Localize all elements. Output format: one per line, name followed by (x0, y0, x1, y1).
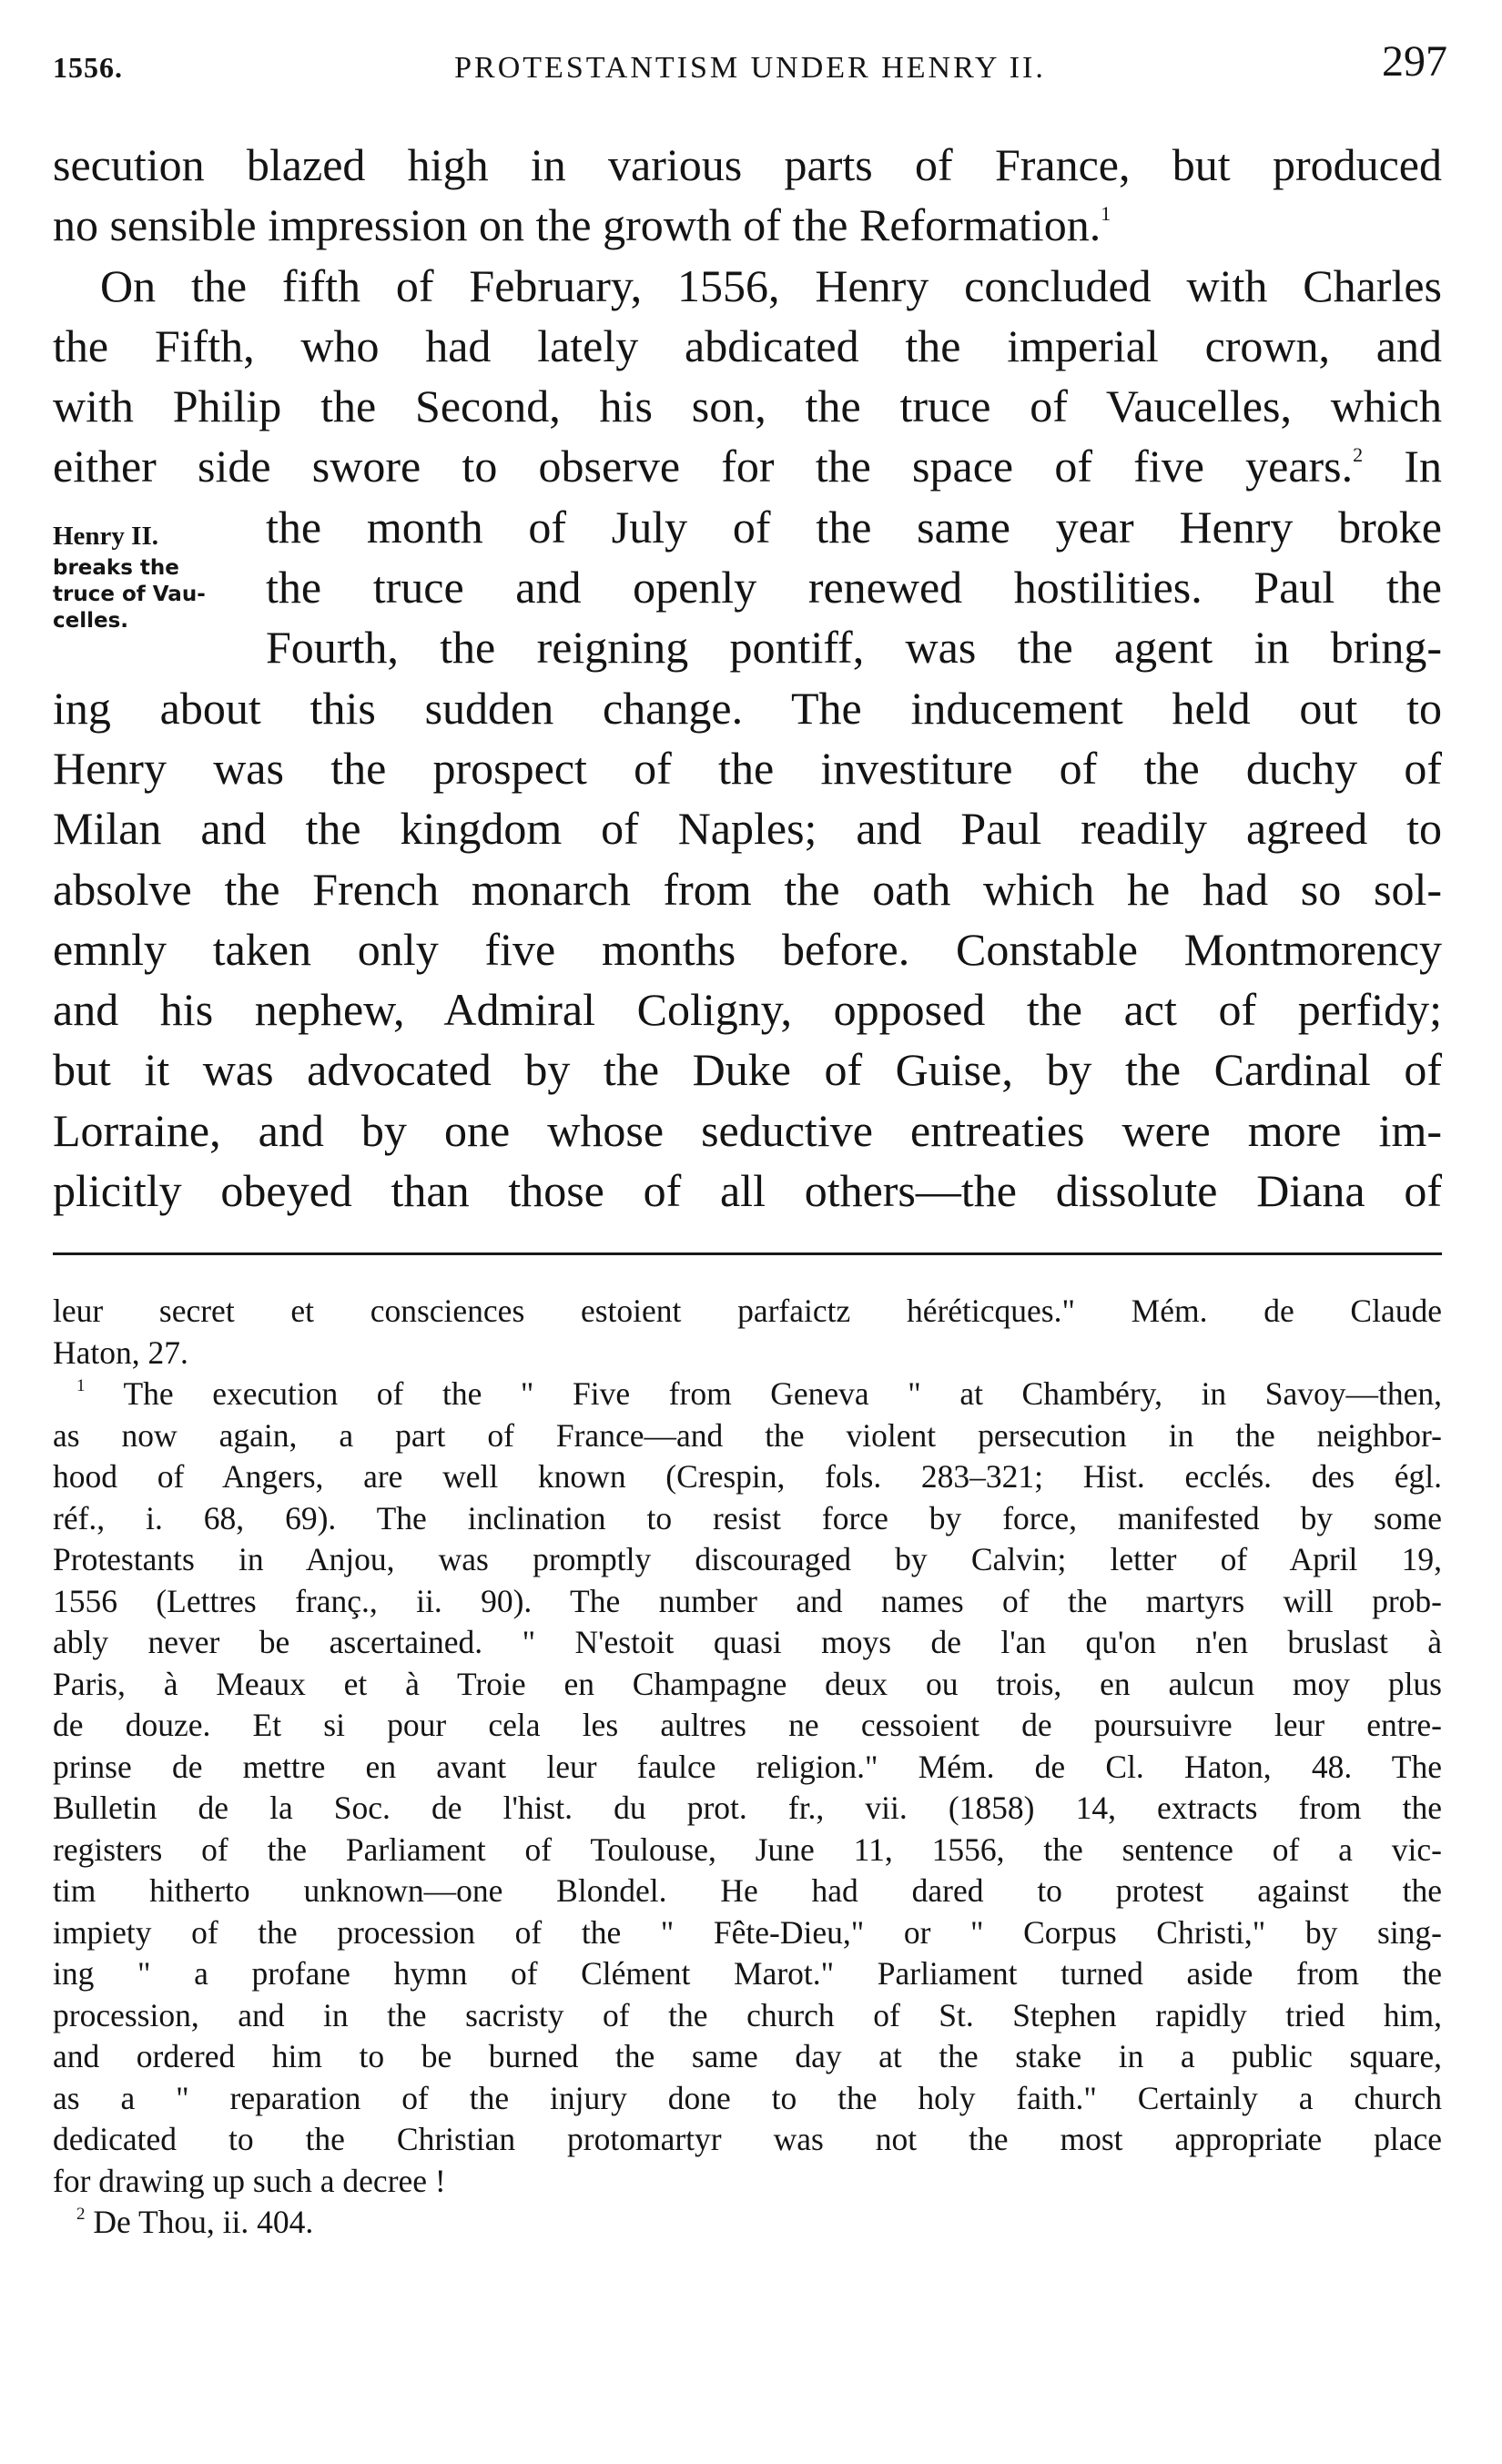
footnote-line: dedicated to the Christian protomartyr was not the most appropriate place (53, 2121, 1442, 2157)
footnote-line: prinse de mettre en avant leur faulce religion." Mém. de Cl. Haton, 48. The (53, 1748, 1442, 1785)
footnote-line: tim hitherto unknown—one Blondel. He had dared to protest against the (53, 1872, 1442, 1909)
body-line-text: either side swore to observe for the space of five years. (53, 441, 1354, 492)
footnote-line: Bulletin de la Soc. de l'hist. du prot. fr., vii. (1858) 14, extracts from the (53, 1790, 1442, 1826)
body-line: plicitly obeyed than those of all others—the dissolute Diana of (53, 1165, 1442, 1217)
body-line: Milan and the kingdom of Naples; and Paul readily agreed to (53, 803, 1442, 855)
running-head-year: 1556. (53, 51, 123, 84)
footnote-line-text: The execution of the " Five from Geneva " at Chambéry, in Savoy—then, (123, 1375, 1443, 1412)
footnote-line-text: De Thou, ii. 404. (93, 2204, 314, 2240)
body-line: Fourth, the reigning pontiff, was the agent in bring- (266, 622, 1442, 674)
body-line: the month of July of the same year Henry broke (266, 501, 1442, 553)
margin-note-heading: Henry II. (53, 522, 158, 551)
footnote-ref: 2 (1353, 443, 1364, 467)
body-line: emnly taken only five months before. Constable Montmorency (53, 923, 1442, 975)
body-line: On the fifth of February, 1556, Henry concluded with Charles (100, 259, 1442, 311)
footnote-rule (53, 1252, 1442, 1255)
footnote-line: hood of Angers, are well known (Crespin, fols. 283–321; Hist. ecclés. des égl. (53, 1458, 1442, 1495)
footnotes (53, 1291, 1442, 2244)
body-text (53, 135, 1442, 1221)
footnote-line: as a " reparation of the injury done to the holy faith." Certainly a church (53, 2079, 1442, 2116)
footnote-mark: 1 (76, 1376, 86, 1395)
footnote-line (53, 2202, 1442, 2244)
footnote-line: impiety of the procession of the " Fête-Dieu," or " Corpus Christi," by sing- (53, 1913, 1442, 1951)
body-line: Henry was the prospect of the investiture of the duchy of (53, 742, 1442, 794)
footnote-line: ing " a profane hymn of Clément Marot." Parliament turned aside from the (53, 1955, 1442, 1992)
footnote-line: Protestants in Anjou, was promptly discouraged by Calvin; letter of April 19, (53, 1541, 1442, 1577)
footnote-line: procession, and in the sacristy of the church of St. Stephen rapidly tried him, (53, 1996, 1442, 2033)
footnote-ref: 1 (1101, 202, 1111, 226)
footnote-line: Paris, à Meaux et à Troie en Champagne deux ou trois, en aulcun moy plus (53, 1665, 1442, 1702)
body-line (53, 436, 1442, 496)
margin-note-line: breaks the (53, 556, 179, 580)
running-head-title: PROTESTANTISM UNDER HENRY II. (454, 51, 1046, 85)
footnote-line: leur secret et consciences estoient parfaictz héréticques." Mém. de Claude (53, 1293, 1442, 1329)
body-line-text: no sensible impression on the growth of the Reformation. (53, 199, 1101, 251)
body-line: and his nephew, Admiral Coligny, opposed the act of perfidy; (53, 984, 1442, 1036)
running-head (53, 36, 1447, 91)
body-line: secution blazed high in various parts of France, but produced (53, 139, 1442, 190)
body-line: the Fifth, who had lately abdicated the imperial crown, and (53, 319, 1442, 371)
footnote-line: de douze. Et si pour cela les aultres ne cessoient de poursuivre leur entre- (53, 1707, 1442, 1743)
body-line: but it was advocated by the Duke of Guise, by the Cardinal of (53, 1044, 1442, 1096)
footnote-line: 1556 (Lettres franç., ii. 90). The number and names of the martyrs will prob- (53, 1582, 1442, 1619)
footnote-line: registers of the Parliament of Toulouse, June 11, 1556, the sentence of a vic- (53, 1830, 1442, 1868)
footnote-line: as now again, a part of France—and the violent persecution in the neighbor- (53, 1416, 1442, 1454)
footnote-line: and ordered him to be burned the same day at the stake in a public square, (53, 2038, 1442, 2074)
body-line: ing about this sudden change. The inducement held out to (53, 682, 1442, 734)
footnote-mark: 2 (76, 2205, 86, 2224)
body-line-text: In (1404, 441, 1443, 492)
body-line: with Philip the Second, his son, the truce of Vaucelles, which (53, 380, 1442, 432)
page-number: 297 (1382, 37, 1447, 86)
footnote-line: Haton, 27. (53, 1333, 188, 1371)
body-line: Lorraine, and by one whose seductive entreaties were more im- (53, 1104, 1442, 1156)
footnote-line: for drawing up such a decree ! (53, 2162, 446, 2199)
footnote-line (53, 1374, 1442, 1415)
footnote-line: réf., i. 68, 69). The inclination to resist force by force, manifested by some (53, 1499, 1442, 1536)
body-line: the truce and openly renewed hostilities. Paul the (266, 562, 1442, 613)
margin-note-line: celles. (53, 609, 129, 633)
footnote-line: ably never be ascertained. " N'estoit quasi moys de l'an qu'on n'en bruslast à (53, 1624, 1442, 1660)
margin-note-line: truce of Vau- (53, 583, 206, 606)
body-line: absolve the French monarch from the oath which he had so sol- (53, 863, 1442, 915)
body-line (53, 195, 1442, 255)
